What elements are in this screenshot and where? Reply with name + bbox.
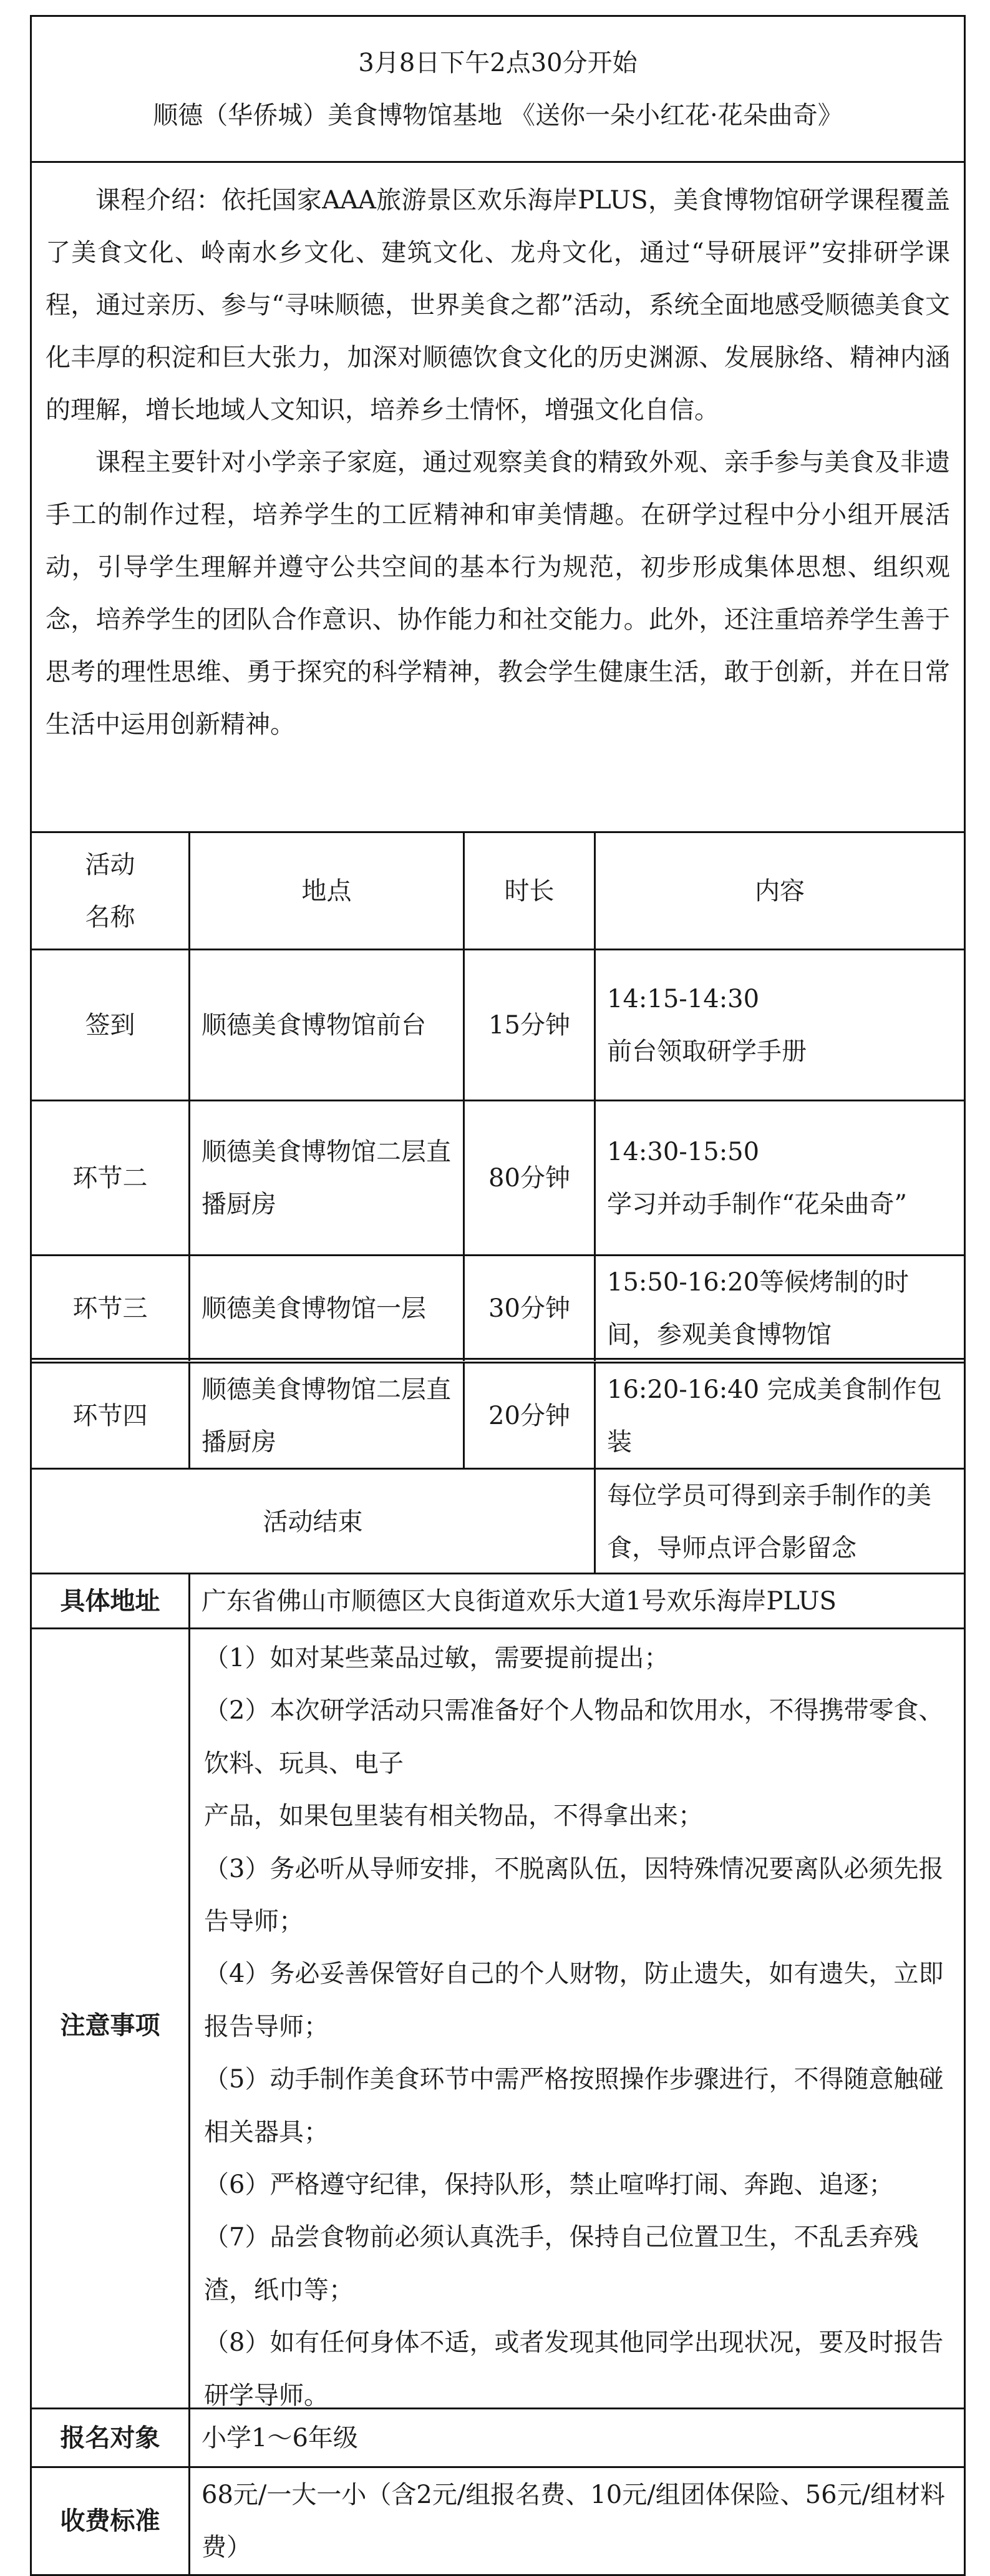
fee-label: 收费标准: [32, 2468, 190, 2574]
activity-name: 环节二: [32, 1101, 190, 1254]
schedule-row: [32, 1101, 964, 1256]
header-activity: 活动 名称: [32, 833, 190, 949]
activity-content: [596, 950, 964, 1100]
note-item: （5）动手制作美食环节中需严格按照操作步骤进行，不得随意触碰相关器具；: [204, 2065, 944, 2147]
notes-row: [32, 1629, 964, 2409]
target-row: [32, 2409, 964, 2468]
note-item: （4）务必妥善保管好自己的个人财物，防止遗失，如有遗失，立即报告导师；: [204, 1959, 944, 2041]
activity-desc: 学习并动手制作“花朵曲奇”: [607, 1189, 907, 1219]
activity-content: 15:50-16:20等候烤制的时间，参观美食博物馆: [607, 1268, 910, 1349]
course-intro: [32, 163, 964, 833]
activity-location: 顺德美食博物馆二层直播厨房: [190, 1364, 465, 1468]
note-item: （8）如有任何身体不适，或者发现其他同学出现状况，要及时报告研学导师。: [204, 2328, 944, 2410]
note-item: （1）如对某些菜品过敏，需要提前提出；: [204, 1644, 669, 1672]
activity-time: 14:15-14:30: [607, 984, 760, 1013]
fee-value: 68元/一大一小（含2元/组报名费、10元/组团体保险、56元/组材料费）: [201, 2481, 946, 2562]
activity-location: 顺德美食博物馆一层: [190, 1256, 465, 1361]
schedule-row: [32, 950, 964, 1101]
activity-location: 顺德美食博物馆前台: [190, 950, 465, 1100]
fee-row: [32, 2468, 964, 2574]
schedule-end-row: [32, 1470, 964, 1574]
note-item: （3）务必听从导师安排，不脱离队伍，因特殊情况要离队必须先报告导师；: [204, 1854, 944, 1936]
schedule-row: [32, 1364, 964, 1470]
notes-list: [190, 1629, 964, 2422]
note-item: 产品，如果包里装有相关物品，不得拿出来；: [204, 1802, 703, 1831]
address-label: 具体地址: [32, 1574, 190, 1627]
address-row: [32, 1574, 964, 1629]
intro-paragraph-1: 课程介绍：依托国家AAA旅游景区欢乐海岸PLUS，美食博物馆研学课程覆盖了美食文化、岭南水乡文化、建筑文化、龙舟文化，通过“导研展评”安排研学课程，通过亲历、参与“寻味顺德，世界美食之都”活动，系统全面地感受顺德美食文化丰厚的积淀和巨大张力，加深对顺德饮食文化的历史渊源、发展脉络、精神内涵的理解，增长地域人文知识，培养乡土情怀，增强文化自信。: [46, 186, 950, 424]
activity-name: 环节三: [32, 1256, 190, 1361]
target-value: 小学1～6年级: [201, 2423, 358, 2452]
header-location: 地点: [190, 833, 465, 949]
activity-name: 签到: [32, 950, 190, 1100]
schedule-header: [32, 833, 964, 950]
activity-duration: 15分钟: [465, 950, 596, 1100]
activity-location: 顺德美食博物馆二层直播厨房: [190, 1101, 465, 1254]
activity-desc: 前台领取研学手册: [607, 1037, 807, 1066]
event-title: 顺德（华侨城）美食博物馆基地 《送你一朵小红花·花朵曲奇》: [153, 100, 843, 130]
header-content: 内容: [755, 876, 805, 905]
event-start-time: 3月8日下午2点30分开始: [358, 48, 638, 77]
note-item: （6）严格遵守纪律，保持队形，禁止喧哗打闹、奔跑、追逐；: [204, 2170, 894, 2200]
activity-duration: 80分钟: [465, 1101, 596, 1254]
header-duration: 时长: [465, 833, 596, 949]
activity-content: [596, 1101, 964, 1254]
activity-content: 16:20-16:40 完成美食制作包装: [607, 1375, 942, 1456]
activity-duration: 30分钟: [465, 1256, 596, 1361]
activity-end-label: 活动结束: [32, 1470, 596, 1574]
note-item: （2）本次研学活动只需准备好个人物品和饮用水，不得携带零食、饮料、玩具、电子: [204, 1696, 944, 1778]
notes-label: 注意事项: [32, 1629, 190, 2422]
event-table: [30, 15, 966, 2576]
schedule-row: [32, 1256, 964, 1360]
title-block: [32, 17, 964, 163]
activity-duration: 20分钟: [465, 1364, 596, 1468]
activity-end-content: 每位学员可得到亲手制作的美食，导师点评合影留念: [607, 1481, 931, 1563]
address-value: 广东省佛山市顺德区大良街道欢乐大道1号欢乐海岸PLUS: [201, 1586, 837, 1616]
target-label: 报名对象: [32, 2409, 190, 2466]
note-item: （7）品尝食物前必须认真洗手，保持自己位置卫生，不乱丢弃残渣，纸巾等；: [204, 2223, 919, 2305]
intro-paragraph-2: 课程主要针对小学亲子家庭，通过观察美食的精致外观、亲手参与美食及非遗手工的制作过程，培养学生的工匠精神和审美情趣。在研学过程中分小组开展活动，引导学生理解并遵守公共空间的基本行为规范，初步形成集体思想、组织观念，培养学生的团队合作意识、协作能力和社交能力。此外，还注重培养学生善于思考的理性思维、勇于探究的科学精神，教会学生健康生活，敢于创新，并在日常生活中运用创新精神。: [46, 448, 950, 739]
activity-time: 14:30-15:50: [607, 1137, 760, 1166]
activity-name: 环节四: [32, 1364, 190, 1468]
